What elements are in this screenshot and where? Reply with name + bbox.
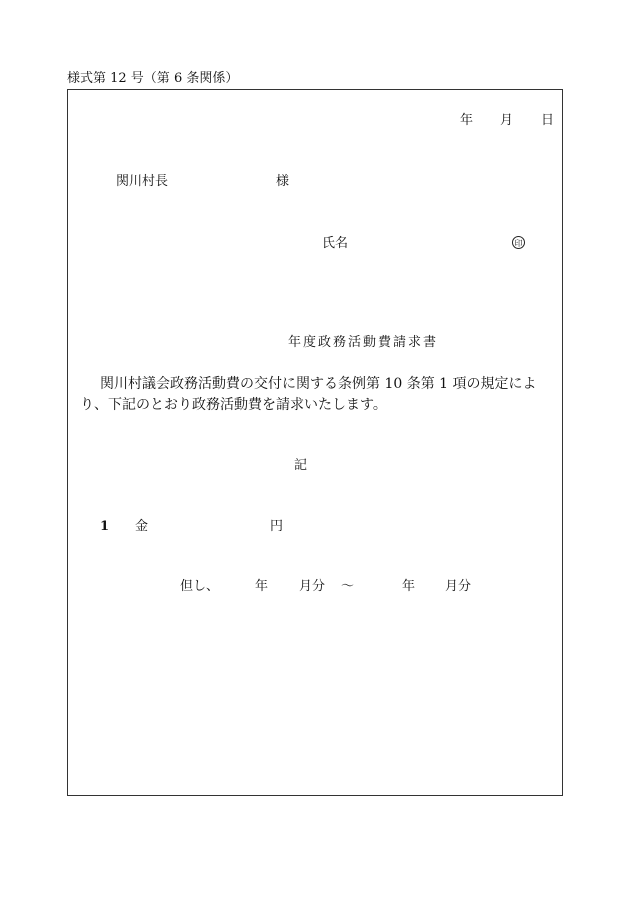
note-heading: 記 — [294, 458, 308, 473]
amount-label: 金 — [135, 519, 149, 534]
proviso-range-mark: ～ — [341, 579, 355, 594]
applicant-name-label: 氏名 — [322, 236, 349, 251]
date-month-label: 月 — [500, 113, 514, 128]
proviso-start-month: 月分 — [299, 579, 326, 594]
seal-icon: 印 — [512, 236, 525, 249]
proviso-start-year: 年 — [255, 579, 269, 594]
date-year-label: 年 — [460, 113, 474, 128]
proviso-end-year: 年 — [402, 579, 416, 594]
proviso-label: 但し、 — [180, 579, 220, 594]
request-body-text: 関川村議会政務活動費の交付に関する条例第 10 条第 1 項の規定により、下記のとおり政務活動費を請求いたします。 — [80, 376, 537, 413]
form-frame — [67, 89, 563, 796]
form-number: 様式第 12 号（第 6 条関係） — [67, 71, 239, 86]
document-title: 年度政務活動費請求書 — [288, 335, 439, 350]
addressee-honorific: 様 — [276, 174, 290, 189]
item-number: 1 — [100, 519, 110, 534]
proviso-end-month: 月分 — [445, 579, 472, 594]
date-day-label: 日 — [541, 113, 555, 128]
addressee-name: 関川村長 — [116, 174, 169, 189]
yen-label: 円 — [270, 519, 284, 534]
